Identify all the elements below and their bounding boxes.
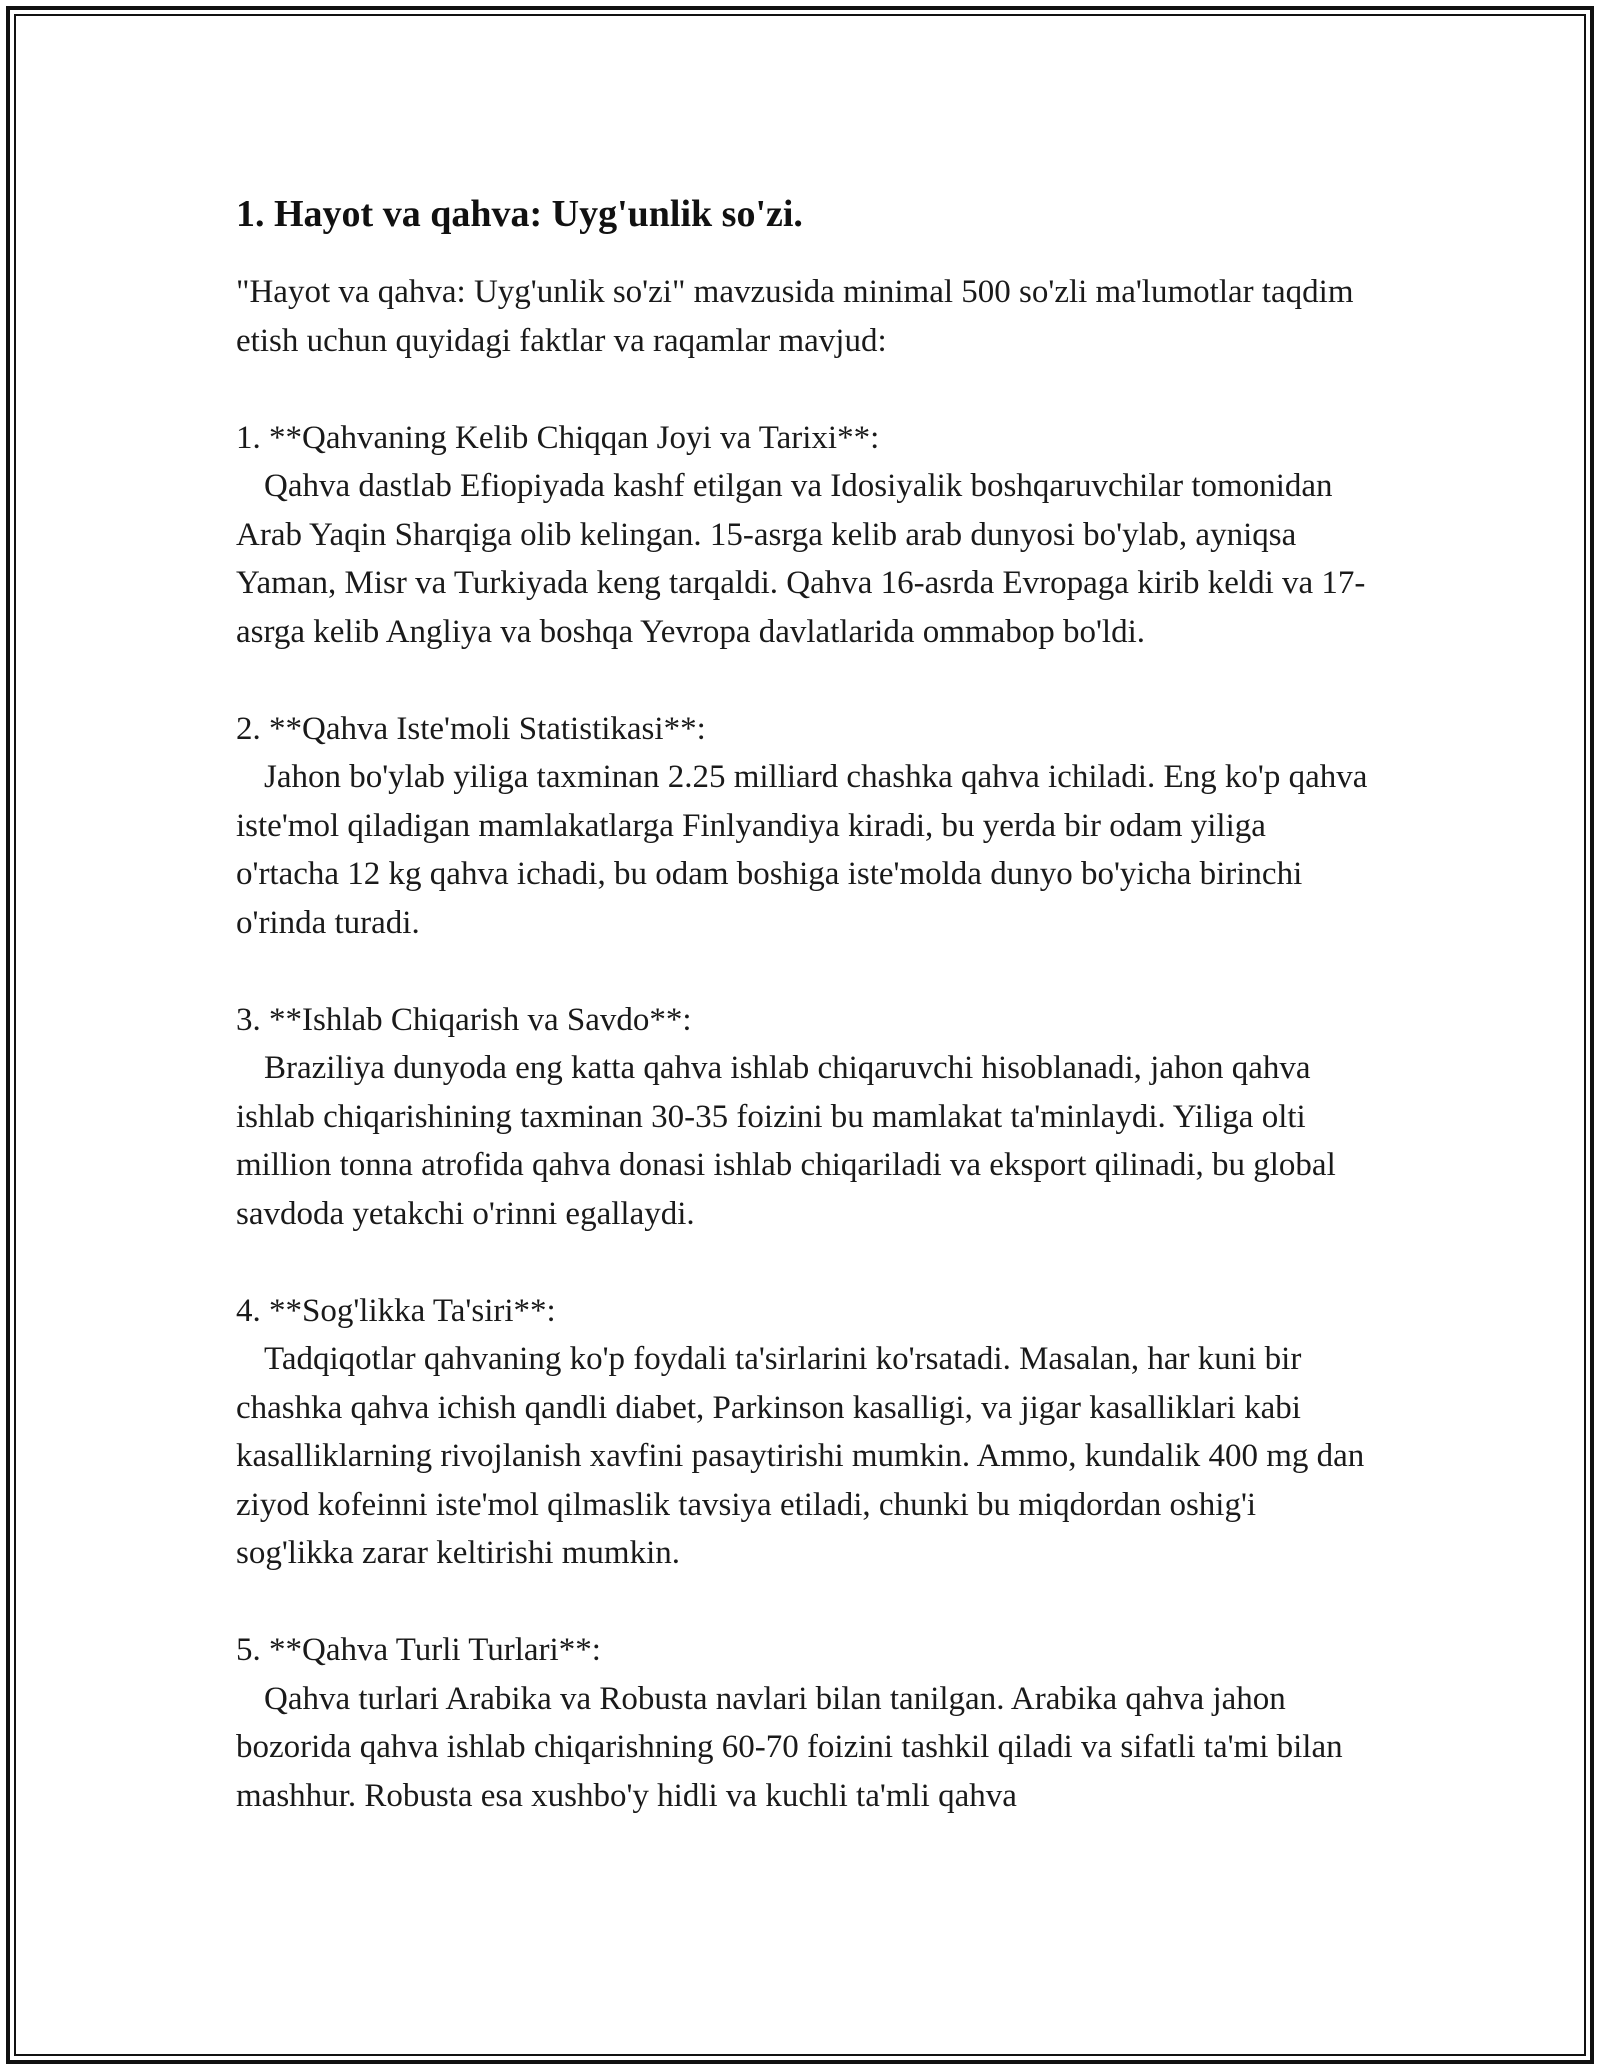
section-heading: 2. **Qahva Iste'moli Statistikasi**: bbox=[236, 710, 706, 747]
section-heading: 5. **Qahva Turli Turlari**: bbox=[236, 1632, 601, 1668]
section-body: Tadqiqotlar qahvaning ko'p foydali ta'sirlarini ko'rsatadi. Masalan, har kuni bir chashka qahva ichish qandli diabet, Parkinson kasalligi, va jigar kasalliklari kabi kasalliklarning rivojlanish xavfini pasaytirishi mumkin. Ammo, kundalik 400 mg dan ziyod kofeinni iste'mol qilmaslik tavsiya etiladi, chunki bu miqdordan oshig'i sog'likka zarar keltirishi mumkin. bbox=[236, 1341, 1365, 1571]
section-heading: 1. **Qahvaning Kelib Chiqqan Joyi va Tarixi**: bbox=[236, 419, 880, 456]
section-health-effects bbox=[236, 1287, 1376, 1578]
intro-paragraph: "Hayot va qahva: Uyg'unlik so'zi" mavzusida minimal 500 so'zli ma'lumotlar taqdim etish uchun quyidagi faktlar va raqamlar mavjud: bbox=[236, 274, 1354, 359]
section-origin-history bbox=[236, 414, 1376, 657]
section-production-trade bbox=[236, 996, 1376, 1239]
section-coffee-types bbox=[236, 1626, 1376, 1820]
section-body: Braziliya dunyoda eng katta qahva ishlab chiqaruvchi hisoblanadi, jahon qahva ishlab chiqarishining taxminan 30-35 foizini bu mamlakat ta'minlaydi. Yiliga olti million tonna atrofida qahva donasi ishlab chiqariladi va eksport qilinadi, bu global savdoda yetakchi o'rinni egallaydi. bbox=[236, 1050, 1336, 1232]
section-heading: 3. **Ishlab Chiqarish va Savdo**: bbox=[236, 1001, 692, 1038]
section-body: Qahva dastlab Efiopiyada kashf etilgan va Idosiyalik boshqaruvchilar tomonidan Arab Yaqin Sharqiga olib kelingan. 15-asrga kelib arab dunyosi bo'ylab, ayniqsa Yaman, Misr va Turkiyada keng tarqaldi. Qahva 16-asrda Evropaga kirib keldi va 17-asrga kelib Angliya va boshqa Yevropa davlatlarida ommabop bo'ldi. bbox=[236, 468, 1366, 650]
section-heading: 4. **Sog'likka Ta'siri**: bbox=[236, 1292, 556, 1329]
section-body: Qahva turlari Arabika va Robusta navlari bilan tanilgan. Arabika qahva jahon bozorida qahva ishlab chiqarishning 60-70 foizini tashkil qiladi va sifatli ta'mi bilan mashhur. Robusta esa xushbo'y hidli va kuchli ta'mli qahva bbox=[236, 1680, 1343, 1814]
section-body: Jahon bo'ylab yiliga taxminan 2.25 milliard chashka qahva ichiladi. Eng ko'p qahva iste'mol qiladigan mamlakatlarga Finlyandiya kiradi, bu yerda bir odam yiliga o'rtacha 12 kg qahva ichadi, bu odam boshiga iste'molda dunyo bo'yicha birinchi o'rinda turadi. bbox=[236, 759, 1368, 941]
document-title: 1. Hayot va qahva: Uyg'unlik so'zi. bbox=[236, 193, 803, 235]
document-body bbox=[236, 188, 1376, 1869]
section-consumption-stats bbox=[236, 705, 1376, 948]
